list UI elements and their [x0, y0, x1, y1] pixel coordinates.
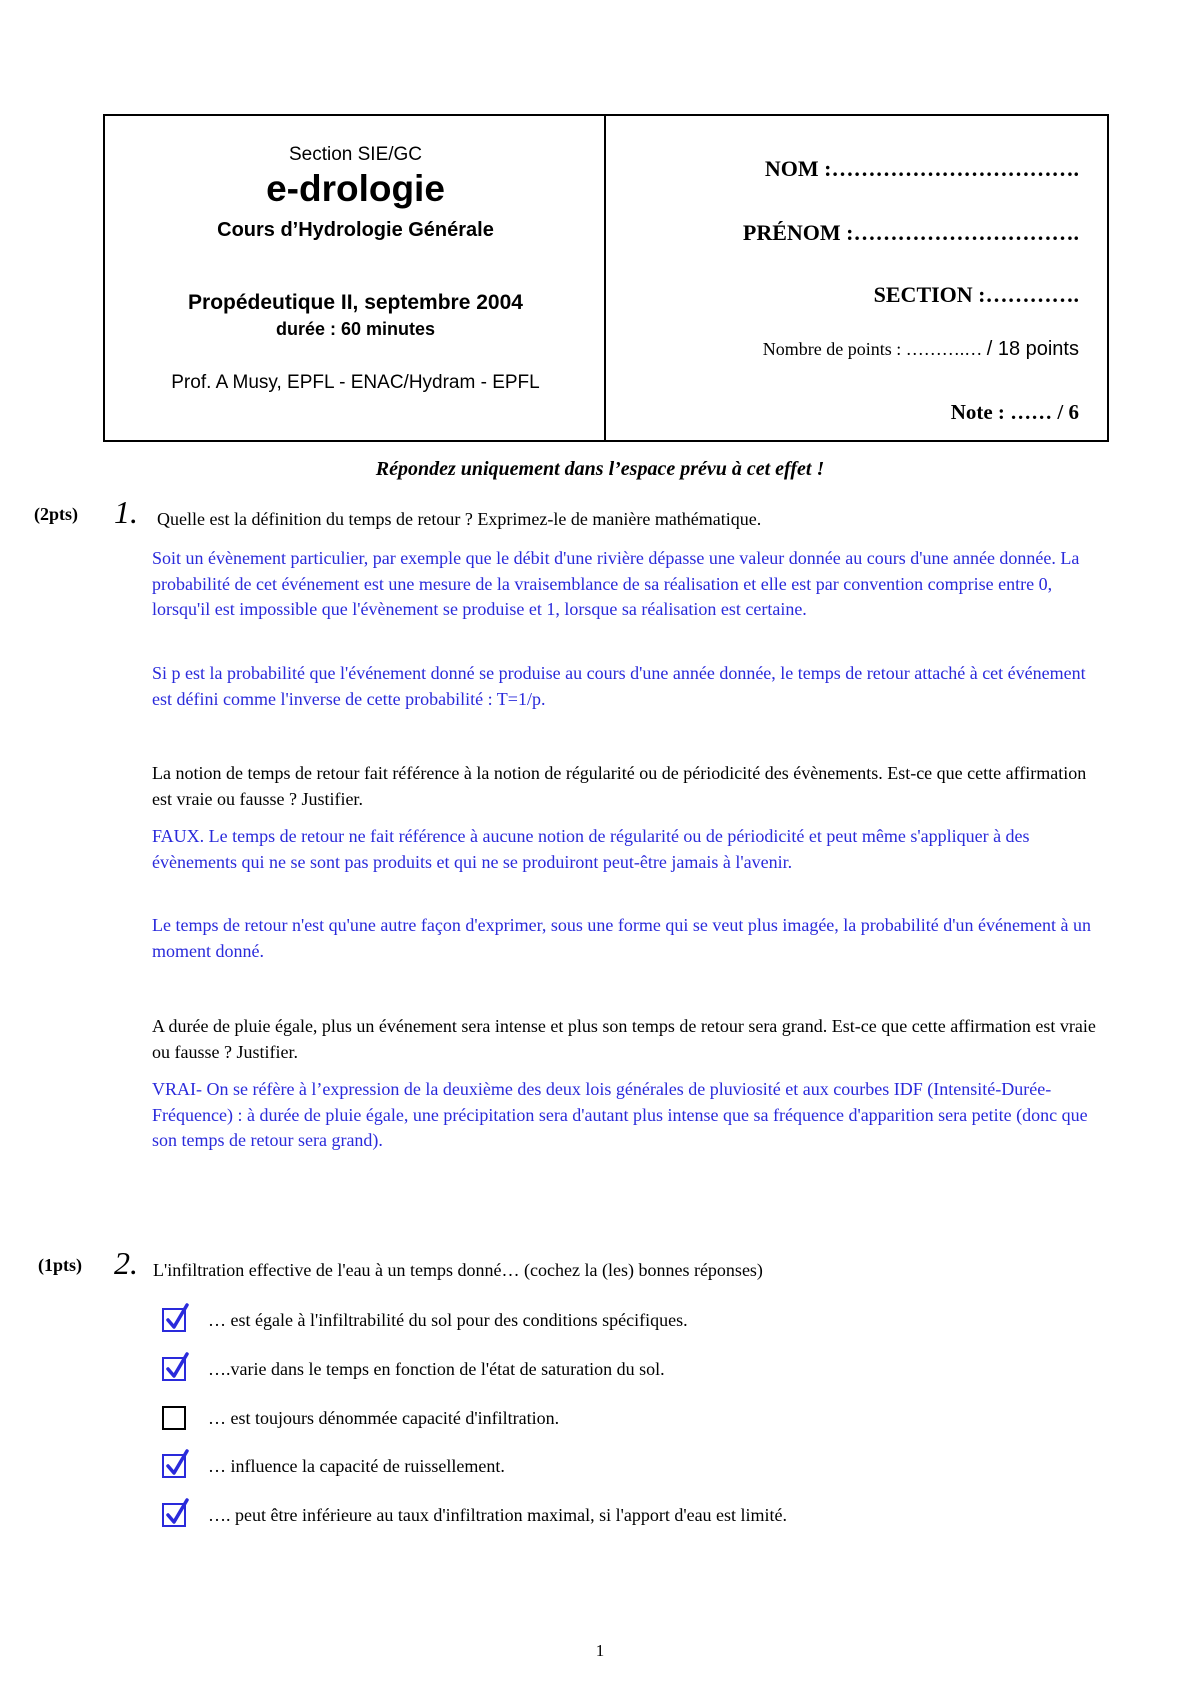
checkmark-icon	[163, 1301, 191, 1333]
q1-sub-answer-1b: Le temps de retour n'est qu'une autre façon d'exprimer, sous une forme qui se veut plus imagée, la probabilité d'un événement à un moment donné.	[152, 915, 1091, 961]
option-checkbox[interactable]	[162, 1503, 186, 1527]
points-label: Nombre de points : ……….…	[762, 339, 983, 359]
grade-field: Note : …… / 6	[950, 400, 1079, 424]
q2-points: (1pts)	[38, 1255, 82, 1275]
q1-question: Quelle est la définition du temps de retour ? Exprimez-le de manière mathématique.	[157, 509, 762, 529]
q2-question: L'infiltration effective de l'eau à un temps donné… (cochez la (les) bonnes réponses)	[153, 1260, 763, 1280]
exam-duration: durée : 60 minutes	[275, 319, 436, 339]
q1-sub-question-2: A durée de pluie égale, plus un événement sera intense et plus son temps de retour sera grand. Est-ce que cette affirmation est vraie ou fausse ? Justifier.	[152, 1016, 1096, 1062]
course-name: Cours d’Hydrologie Générale	[217, 219, 494, 241]
option-row[interactable]	[162, 1404, 559, 1432]
instruction: Répondez uniquement dans l’espace prévu à cet effet !	[375, 458, 825, 480]
checkmark-icon	[163, 1350, 191, 1382]
option-row[interactable]	[162, 1452, 505, 1480]
page-number: 1	[595, 1641, 605, 1660]
q2-number: 2.	[114, 1245, 138, 1281]
q1-sub-question-1: La notion de temps de retour fait référence à la notion de régularité ou de périodicité des évènements. Est-ce que cette affirmation est vraie ou fausse ? Justifier.	[152, 763, 1087, 809]
q1-number: 1.	[114, 494, 138, 530]
prenom-field[interactable]: PRÉNOM :………………………….	[742, 220, 1079, 245]
student-info	[606, 116, 1107, 440]
option-row[interactable]	[162, 1501, 787, 1529]
q1-answer-2: Si p est la probabilité que l'événement donné se produise au cours d'une année donnée, le temps de retour attaché à cet événement est défini comme l'inverse de cette probabilité : T=1/p.	[152, 663, 1086, 709]
professor: Prof. A Musy, EPFL - ENAC/Hydram - EPFL	[171, 372, 540, 393]
checkmark-icon	[163, 1447, 191, 1479]
course-info	[105, 116, 606, 440]
q1-sub-answer-2: VRAI- On se réfère à l’expression de la deuxième des deux lois générales de pluviosité et aux courbes IDF (Intensité-Durée-Fréquence) : à durée de pluie égale, une précipitation sera d'autant plus intense que sa fréquence d'apparition sera petite (donc que son temps de retour sera grand).	[152, 1079, 1088, 1150]
q1-sub-answer-1a: FAUX. Le temps de retour ne fait référence à aucune notion de régularité ou de périodicité et peut même s'appliquer à des évènements qui ne se sont pas produits et qui ne se produiront peut-être jamais à l'avenir.	[152, 826, 1030, 872]
q1-answer-1: Soit un évènement particulier, par exemple que le débit d'une rivière dépasse une valeur donnée au cours d'une année donnée. La probabilité de cet événement est une mesure de la vraisemblance de sa réalisation et elle est par convention comprise entre 0, lorsqu'il est impossible que l'évènement se produise et 1, lorsque sa réalisation est certaine.	[152, 548, 1080, 619]
option-label: … est toujours dénommée capacité d'infiltration.	[208, 1407, 560, 1428]
checkmark-icon	[163, 1496, 191, 1528]
nom-field[interactable]: NOM :…………………………….	[764, 156, 1079, 181]
option-label: … influence la capacité de ruissellement.	[208, 1455, 505, 1476]
exam-header	[103, 114, 1109, 442]
option-checkbox[interactable]	[162, 1308, 186, 1332]
exam-title: Propédeutique II, septembre 2004	[188, 291, 523, 314]
section-label: Section SIE/GC	[288, 144, 423, 165]
q1-points: (2pts)	[34, 504, 78, 524]
points-total: / 18 points	[986, 338, 1079, 360]
option-row[interactable]	[162, 1355, 665, 1383]
option-label: … est égale à l'infiltrabilité du sol pour des conditions spécifiques.	[208, 1309, 688, 1330]
course-logo-title: e-drologie	[266, 168, 445, 209]
section-field[interactable]: SECTION :………….	[873, 282, 1079, 307]
option-label: …. peut être inférieure au taux d'infiltration maximal, si l'apport d'eau est limité.	[208, 1504, 788, 1525]
points-field	[763, 338, 1079, 361]
option-checkbox[interactable]	[162, 1357, 186, 1381]
option-checkbox[interactable]	[162, 1406, 186, 1430]
option-row[interactable]	[162, 1306, 688, 1334]
option-checkbox[interactable]	[162, 1454, 186, 1478]
option-label: ….varie dans le temps en fonction de l'état de saturation du sol.	[208, 1358, 665, 1379]
